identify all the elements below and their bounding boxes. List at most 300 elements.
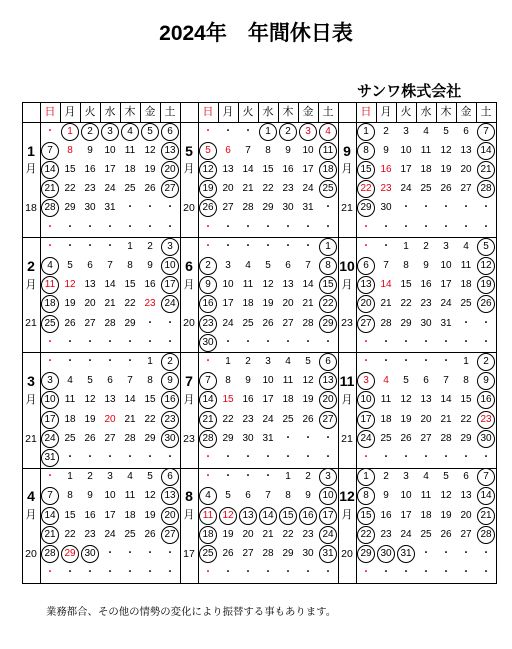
empty-day-cell: ・ <box>125 451 135 463</box>
day-cell: 18 <box>380 413 392 425</box>
empty-day-cell: ・ <box>323 432 333 444</box>
month-suffix: 月 <box>25 163 37 176</box>
holiday-day-cell: 29 <box>60 544 80 563</box>
empty-day-cell: ・ <box>323 567 333 579</box>
day-cell: 17 <box>302 163 314 175</box>
empty-day-cell: ・ <box>85 336 95 348</box>
weekday-header: 月 <box>222 105 234 118</box>
holiday-day-cell: 24 <box>40 429 60 448</box>
holiday-day-cell: 13 <box>160 141 180 160</box>
day-cell: 8 <box>463 375 469 387</box>
holiday-day-cell: 17 <box>40 410 60 429</box>
day-cell: 19 <box>440 509 452 521</box>
holiday-day-cell: 20 <box>160 506 180 525</box>
empty-day-cell: ・ <box>323 451 333 463</box>
holiday-day-cell: 1 <box>258 122 278 141</box>
day-cell: 6 <box>463 471 469 483</box>
day-cell: 25 <box>124 183 136 195</box>
empty-day-cell: ・ <box>65 336 75 348</box>
day-cell: 18 <box>124 163 136 175</box>
holiday-day-cell: 20 <box>356 295 376 314</box>
day-cell: 4 <box>127 471 133 483</box>
empty-day-cell: ・ <box>203 355 213 367</box>
holiday-day-cell: 26 <box>198 199 218 218</box>
empty-day-cell: ・ <box>105 451 115 463</box>
empty-day-cell: ・ <box>323 336 333 348</box>
day-cell: 28 <box>104 317 116 329</box>
day-cell: 15 <box>222 394 234 406</box>
day-cell: 14 <box>104 279 116 291</box>
day-cell: 22 <box>400 298 412 310</box>
day-cell: 13 <box>222 163 234 175</box>
empty-day-cell: ・ <box>303 240 313 252</box>
day-cell: 22 <box>144 413 156 425</box>
grid-line <box>22 352 497 353</box>
day-cell: 3 <box>107 471 113 483</box>
holiday-day-cell: 7 <box>476 122 496 141</box>
grid-line <box>338 102 339 584</box>
day-cell: 1 <box>127 240 133 252</box>
holiday-day-cell: 15 <box>356 506 376 525</box>
holiday-day-cell: 14 <box>476 487 496 506</box>
month-suffix: 月 <box>25 278 37 291</box>
day-cell: 10 <box>222 279 234 291</box>
day-cell: 18 <box>460 279 472 291</box>
holiday-day-cell: 29 <box>356 544 376 563</box>
empty-day-cell: ・ <box>421 547 431 559</box>
holiday-day-cell: 23 <box>198 314 218 333</box>
empty-day-cell: ・ <box>243 221 253 233</box>
holiday-day-cell: 17 <box>160 276 180 295</box>
day-cell: 19 <box>400 413 412 425</box>
day-cell: 6 <box>107 375 113 387</box>
empty-day-cell: ・ <box>223 125 233 137</box>
day-cell: 12 <box>262 279 274 291</box>
day-cell: 29 <box>124 317 136 329</box>
holiday-day-cell: 15 <box>278 506 298 525</box>
month-block <box>338 237 496 352</box>
holiday-day-cell: 12 <box>476 256 496 275</box>
day-cell: 9 <box>87 490 93 502</box>
holiday-day-cell: 22 <box>356 525 376 544</box>
holiday-day-cell: 7 <box>40 141 60 160</box>
day-cell: 15 <box>400 279 412 291</box>
day-cell: 2 <box>245 355 251 367</box>
holiday-day-cell: 29 <box>356 199 376 218</box>
day-cell: 25 <box>420 183 432 195</box>
empty-day-cell: ・ <box>65 567 75 579</box>
empty-day-cell: ・ <box>203 221 213 233</box>
day-cell: 24 <box>104 528 116 540</box>
day-cell: 14 <box>380 279 392 291</box>
day-cell: 5 <box>403 375 409 387</box>
empty-day-cell: ・ <box>165 451 175 463</box>
footnote: 業務都合、その他の情勢の変化により振替する事もあります。 <box>46 607 337 618</box>
day-cell: 23 <box>302 528 314 540</box>
day-cell: 13 <box>104 394 116 406</box>
day-cell: 20 <box>242 528 254 540</box>
holiday-day-cell: 8 <box>356 487 376 506</box>
day-cell: 6 <box>463 125 469 137</box>
holiday-day-cell: 14 <box>258 506 278 525</box>
month-block <box>22 122 180 237</box>
empty-day-cell: ・ <box>243 567 253 579</box>
day-cell: 23 <box>380 183 392 195</box>
empty-day-cell: ・ <box>165 567 175 579</box>
holiday-day-cell: 31 <box>40 448 60 467</box>
day-cell: 11 <box>124 144 136 156</box>
empty-day-cell: ・ <box>203 567 213 579</box>
holiday-day-cell: 30 <box>198 333 218 352</box>
holiday-day-cell: 31 <box>396 544 416 563</box>
day-cell: 8 <box>285 490 291 502</box>
day-cell: 26 <box>440 183 452 195</box>
day-cell: 10 <box>440 259 452 271</box>
holiday-day-cell: 30 <box>476 429 496 448</box>
empty-day-cell: ・ <box>165 336 175 348</box>
grid-line <box>396 102 397 122</box>
empty-day-cell: ・ <box>125 355 135 367</box>
day-cell: 29 <box>144 432 156 444</box>
empty-day-cell: ・ <box>303 336 313 348</box>
day-cell: 22 <box>460 413 472 425</box>
holiday-day-cell: 3 <box>100 122 120 141</box>
empty-day-cell: ・ <box>263 471 273 483</box>
holiday-day-cell: 11 <box>198 506 218 525</box>
day-cell: 8 <box>67 144 73 156</box>
day-cell: 11 <box>124 490 136 502</box>
weekday-header: 火 <box>84 105 96 118</box>
day-cell: 14 <box>440 394 452 406</box>
weekday-header: 水 <box>420 105 432 118</box>
holiday-day-cell: 27 <box>318 410 338 429</box>
holiday-day-cell: 18 <box>40 295 60 314</box>
grid-line <box>22 102 497 103</box>
grid-line <box>22 122 497 123</box>
holiday-day-cell: 25 <box>40 314 60 333</box>
month-block <box>338 468 496 583</box>
empty-day-cell: ・ <box>263 240 273 252</box>
day-cell: 17 <box>262 394 274 406</box>
day-cell: 3 <box>403 125 409 137</box>
day-cell: 11 <box>380 394 392 406</box>
day-cell: 26 <box>64 317 76 329</box>
empty-day-cell: ・ <box>461 451 471 463</box>
day-cell: 3 <box>403 471 409 483</box>
empty-day-cell: ・ <box>105 355 115 367</box>
empty-day-cell: ・ <box>401 336 411 348</box>
grid-line <box>376 102 377 122</box>
holiday-day-cell: 2 <box>476 352 496 371</box>
empty-day-cell: ・ <box>401 567 411 579</box>
empty-day-cell: ・ <box>441 202 451 214</box>
empty-day-cell: ・ <box>421 336 431 348</box>
holiday-day-cell: 12 <box>218 506 238 525</box>
empty-day-cell: ・ <box>145 567 155 579</box>
month-block <box>338 352 496 467</box>
grid-line <box>120 102 121 122</box>
holiday-day-cell: 11 <box>40 276 60 295</box>
empty-day-cell: ・ <box>323 202 333 214</box>
day-cell: 9 <box>423 259 429 271</box>
holiday-day-cell: 1 <box>356 468 376 487</box>
day-cell: 18 <box>242 298 254 310</box>
day-cell: 26 <box>400 432 412 444</box>
empty-day-cell: ・ <box>381 567 391 579</box>
grid-line <box>416 102 417 122</box>
day-cell: 8 <box>67 490 73 502</box>
holiday-day-cell: 22 <box>318 295 338 314</box>
empty-day-cell: ・ <box>65 240 75 252</box>
month-number: 2 <box>27 257 35 274</box>
weekday-header: 日 <box>44 105 56 118</box>
empty-day-cell: ・ <box>125 547 135 559</box>
holiday-day-cell: 24 <box>356 429 376 448</box>
holiday-day-cell: 13 <box>238 506 258 525</box>
empty-day-cell: ・ <box>85 221 95 233</box>
empty-day-cell: ・ <box>125 221 135 233</box>
day-cell: 27 <box>84 317 96 329</box>
day-cell: 15 <box>64 509 76 521</box>
day-cell: 16 <box>144 279 156 291</box>
holiday-day-cell: 1 <box>60 122 80 141</box>
work-days-count: 18 <box>25 202 37 215</box>
day-cell: 2 <box>383 471 389 483</box>
grid-line <box>22 583 497 584</box>
work-days-count: 21 <box>25 317 37 330</box>
holiday-day-cell: 18 <box>198 525 218 544</box>
day-cell: 13 <box>282 279 294 291</box>
empty-day-cell: ・ <box>45 336 55 348</box>
day-cell: 16 <box>380 163 392 175</box>
day-cell: 29 <box>222 432 234 444</box>
day-cell: 7 <box>383 259 389 271</box>
grid-line <box>22 237 497 238</box>
day-cell: 28 <box>124 432 136 444</box>
day-cell: 20 <box>84 298 96 310</box>
empty-day-cell: ・ <box>303 451 313 463</box>
day-cell: 21 <box>242 183 254 195</box>
empty-day-cell: ・ <box>243 336 253 348</box>
holiday-day-cell: 4 <box>40 256 60 275</box>
empty-day-cell: ・ <box>441 355 451 367</box>
empty-day-cell: ・ <box>45 471 55 483</box>
weekday-header: 金 <box>144 105 156 118</box>
empty-day-cell: ・ <box>105 567 115 579</box>
holiday-day-cell: 14 <box>476 141 496 160</box>
day-cell: 7 <box>245 144 251 156</box>
empty-day-cell: ・ <box>461 547 471 559</box>
day-cell: 19 <box>144 163 156 175</box>
holiday-day-cell: 25 <box>318 180 338 199</box>
empty-day-cell: ・ <box>441 567 451 579</box>
empty-day-cell: ・ <box>65 221 75 233</box>
empty-day-cell: ・ <box>263 336 273 348</box>
day-cell: 16 <box>242 394 254 406</box>
empty-day-cell: ・ <box>461 317 471 329</box>
holiday-day-cell: 6 <box>356 256 376 275</box>
month-block <box>180 468 338 583</box>
holiday-day-cell: 17 <box>356 410 376 429</box>
holiday-day-cell: 3 <box>298 122 318 141</box>
empty-day-cell: ・ <box>441 451 451 463</box>
day-cell: 19 <box>222 528 234 540</box>
holiday-day-cell: 6 <box>160 468 180 487</box>
day-cell: 1 <box>403 240 409 252</box>
empty-day-cell: ・ <box>441 336 451 348</box>
day-cell: 8 <box>127 259 133 271</box>
empty-day-cell: ・ <box>421 202 431 214</box>
empty-day-cell: ・ <box>381 221 391 233</box>
empty-day-cell: ・ <box>105 547 115 559</box>
day-cell: 1 <box>225 355 231 367</box>
holiday-day-cell: 12 <box>198 160 218 179</box>
empty-day-cell: ・ <box>45 567 55 579</box>
grid-line <box>298 102 299 122</box>
holiday-day-cell: 13 <box>318 372 338 391</box>
day-cell: 8 <box>403 259 409 271</box>
weekday-header: 日 <box>360 105 372 118</box>
day-cell: 9 <box>285 144 291 156</box>
work-days-count: 23 <box>341 317 353 330</box>
empty-day-cell: ・ <box>145 202 155 214</box>
day-cell: 5 <box>147 471 153 483</box>
day-cell: 25 <box>380 432 392 444</box>
holiday-day-cell: 9 <box>160 372 180 391</box>
holiday-day-cell: 20 <box>318 391 338 410</box>
holiday-day-cell: 16 <box>298 506 318 525</box>
day-cell: 20 <box>460 509 472 521</box>
day-cell: 20 <box>460 163 472 175</box>
empty-day-cell: ・ <box>165 317 175 329</box>
holiday-day-cell: 16 <box>476 391 496 410</box>
month-number: 3 <box>27 373 35 390</box>
grid-line <box>436 102 437 122</box>
day-cell: 4 <box>423 125 429 137</box>
day-cell: 11 <box>282 375 294 387</box>
empty-day-cell: ・ <box>361 240 371 252</box>
empty-day-cell: ・ <box>145 317 155 329</box>
empty-day-cell: ・ <box>421 567 431 579</box>
holiday-day-cell: 23 <box>160 410 180 429</box>
work-days-count: 20 <box>341 547 353 560</box>
holiday-day-cell: 9 <box>198 276 218 295</box>
month-suffix: 月 <box>341 163 353 176</box>
day-cell: 19 <box>262 298 274 310</box>
day-cell: 10 <box>302 144 314 156</box>
month-block <box>22 352 180 467</box>
day-cell: 28 <box>242 202 254 214</box>
month-block <box>22 237 180 352</box>
day-cell: 22 <box>64 528 76 540</box>
day-cell: 6 <box>423 375 429 387</box>
work-days-count: 21 <box>25 432 37 445</box>
holiday-day-cell: 10 <box>318 487 338 506</box>
month-number: 11 <box>339 373 355 390</box>
day-cell: 29 <box>64 202 76 214</box>
month-block <box>180 352 338 467</box>
day-cell: 11 <box>420 490 432 502</box>
holiday-day-cell: 28 <box>198 429 218 448</box>
day-cell: 14 <box>302 279 314 291</box>
holiday-day-cell: 10 <box>356 391 376 410</box>
day-cell: 12 <box>84 394 96 406</box>
day-cell: 27 <box>242 547 254 559</box>
grid-line <box>496 102 497 584</box>
month-number: 12 <box>339 488 355 505</box>
day-cell: 12 <box>400 394 412 406</box>
day-cell: 5 <box>305 355 311 367</box>
month-suffix: 月 <box>183 509 195 522</box>
grid-line <box>218 102 219 122</box>
holiday-day-cell: 15 <box>318 276 338 295</box>
day-cell: 18 <box>420 163 432 175</box>
day-cell: 4 <box>67 375 73 387</box>
day-cell: 2 <box>147 240 153 252</box>
month-number: 7 <box>185 373 193 390</box>
empty-day-cell: ・ <box>203 471 213 483</box>
holiday-day-cell: 24 <box>160 295 180 314</box>
empty-day-cell: ・ <box>461 221 471 233</box>
day-cell: 12 <box>144 144 156 156</box>
empty-day-cell: ・ <box>85 451 95 463</box>
day-cell: 7 <box>443 375 449 387</box>
day-cell: 20 <box>420 413 432 425</box>
day-cell: 19 <box>440 163 452 175</box>
day-cell: 6 <box>87 259 93 271</box>
empty-day-cell: ・ <box>243 240 253 252</box>
month-block <box>180 237 338 352</box>
month-block <box>338 122 496 237</box>
day-cell: 27 <box>222 202 234 214</box>
holiday-day-cell: 11 <box>318 141 338 160</box>
day-cell: 13 <box>84 279 96 291</box>
day-cell: 2 <box>87 471 93 483</box>
day-cell: 21 <box>262 528 274 540</box>
day-cell: 4 <box>245 259 251 271</box>
empty-day-cell: ・ <box>381 355 391 367</box>
holiday-day-cell: 21 <box>40 525 60 544</box>
empty-day-cell: ・ <box>303 432 313 444</box>
day-cell: 26 <box>222 547 234 559</box>
weekday-header: 火 <box>242 105 254 118</box>
day-cell: 26 <box>144 528 156 540</box>
day-cell: 5 <box>265 259 271 271</box>
day-cell: 29 <box>262 202 274 214</box>
empty-day-cell: ・ <box>303 567 313 579</box>
day-cell: 9 <box>383 144 389 156</box>
day-cell: 25 <box>460 298 472 310</box>
holiday-day-cell: 28 <box>40 544 60 563</box>
day-cell: 29 <box>282 547 294 559</box>
month-number: 6 <box>185 257 193 274</box>
holiday-day-cell: 10 <box>160 256 180 275</box>
empty-day-cell: ・ <box>145 336 155 348</box>
day-cell: 21 <box>440 413 452 425</box>
page-title: 2024年 年間休日表 <box>159 22 353 45</box>
empty-day-cell: ・ <box>361 567 371 579</box>
day-cell: 24 <box>104 183 116 195</box>
empty-day-cell: ・ <box>165 221 175 233</box>
day-cell: 23 <box>420 298 432 310</box>
day-cell: 23 <box>242 413 254 425</box>
day-cell: 11 <box>64 394 76 406</box>
holiday-day-cell: 19 <box>198 180 218 199</box>
day-cell: 12 <box>440 490 452 502</box>
weekday-header: 水 <box>104 105 116 118</box>
holiday-day-cell: 27 <box>160 180 180 199</box>
day-cell: 12 <box>440 144 452 156</box>
